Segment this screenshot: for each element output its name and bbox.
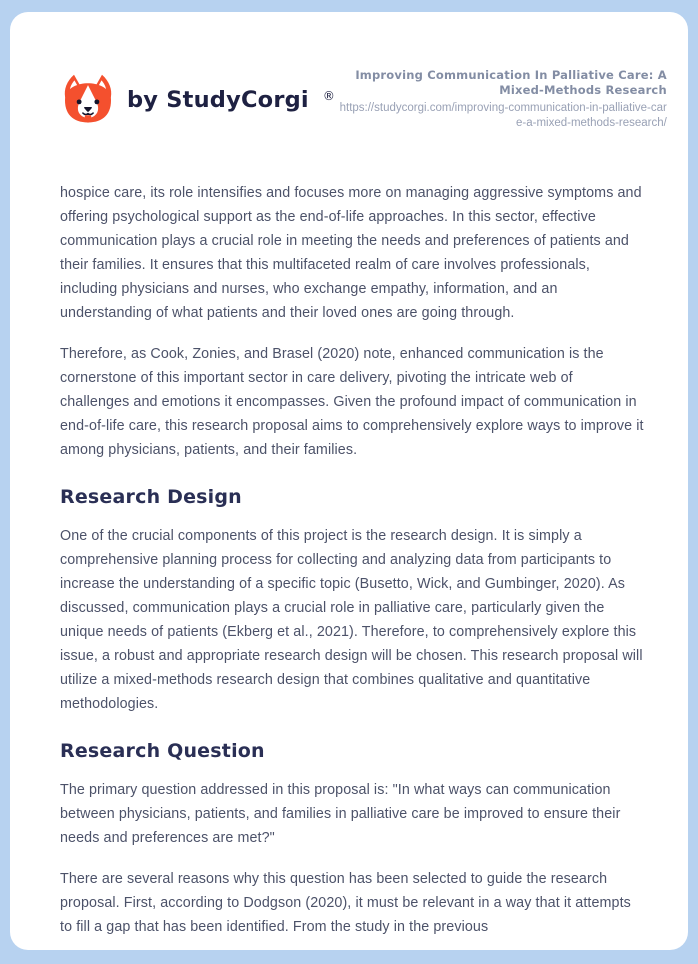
article-body [60,181,644,939]
paragraph-primary-question: The primary question addressed in this proposal is: "In what ways can communication between physicians, patients, and families in palliative care be improved to ensure their needs and preferences are met?" [60,782,621,846]
paragraph-enhanced-communication: Therefore, as Cook, Zonies, and Brasel (2020) note, enhanced communication is the cornerstone of this important sector in care delivery, pivoting the intricate web of challenges and emotions it encompasses. Given the profound impact of communication in end-of-life care, this research proposal aims to comprehensively explore ways to improve it among physicians, patients, and their families. [60,346,644,458]
source-url-link[interactable]: https://studycorgi.com/improving-communication-in-palliative-care-a-mixed-methods-research/ [339,102,667,129]
studycorgi-logo-link[interactable] [60,72,335,128]
heading-research-question: Research Question [60,740,265,762]
logo-wordmark: by StudyCorgi [127,86,309,113]
paragraph-question-reasons: There are several reasons why this question has been selected to guide the research proposal. First, according to Dodgson (2020), it must be relevant in a way that it attempts to fill a gap that has been identified. From the study in the previous [60,871,631,935]
document-card [10,12,688,950]
document-meta [335,68,667,131]
heading-research-design: Research Design [60,486,242,508]
paragraph-hospice-care: hospice care, its role intensifies and focuses more on managing aggressive symptoms and offering psychological support as the end-of-life approaches. In this sector, effective communication plays a crucial role in meeting the needs and preferences of patients and their families. It ensures that this multifaceted realm of care involves professionals, including physicians and nurses, who exchange empathy, information, and an understanding of what patients and their loved ones are going through. [60,185,642,321]
document-title: Improving Communication In Palliative Care: A Mixed-Methods Research [355,68,667,97]
corgi-dog-icon [60,72,116,128]
document-header [60,12,667,131]
registered-trademark-symbol: ® [322,88,335,103]
paragraph-research-design: One of the crucial components of this project is the research design. It is simply a comprehensive planning process for collecting and analyzing data from participants to increase the understanding of a specific topic (Busetto, Wick, and Gumbinger, 2020). As discussed, communication plays a crucial role in palliative care, particularly given the unique needs of patients (Ekberg et al., 2021). Therefore, to comprehensively explore this issue, a robust and appropriate research design will be chosen. This research proposal will utilize a mixed-methods research design that combines qualitative and quantitative methodologies. [60,528,643,712]
